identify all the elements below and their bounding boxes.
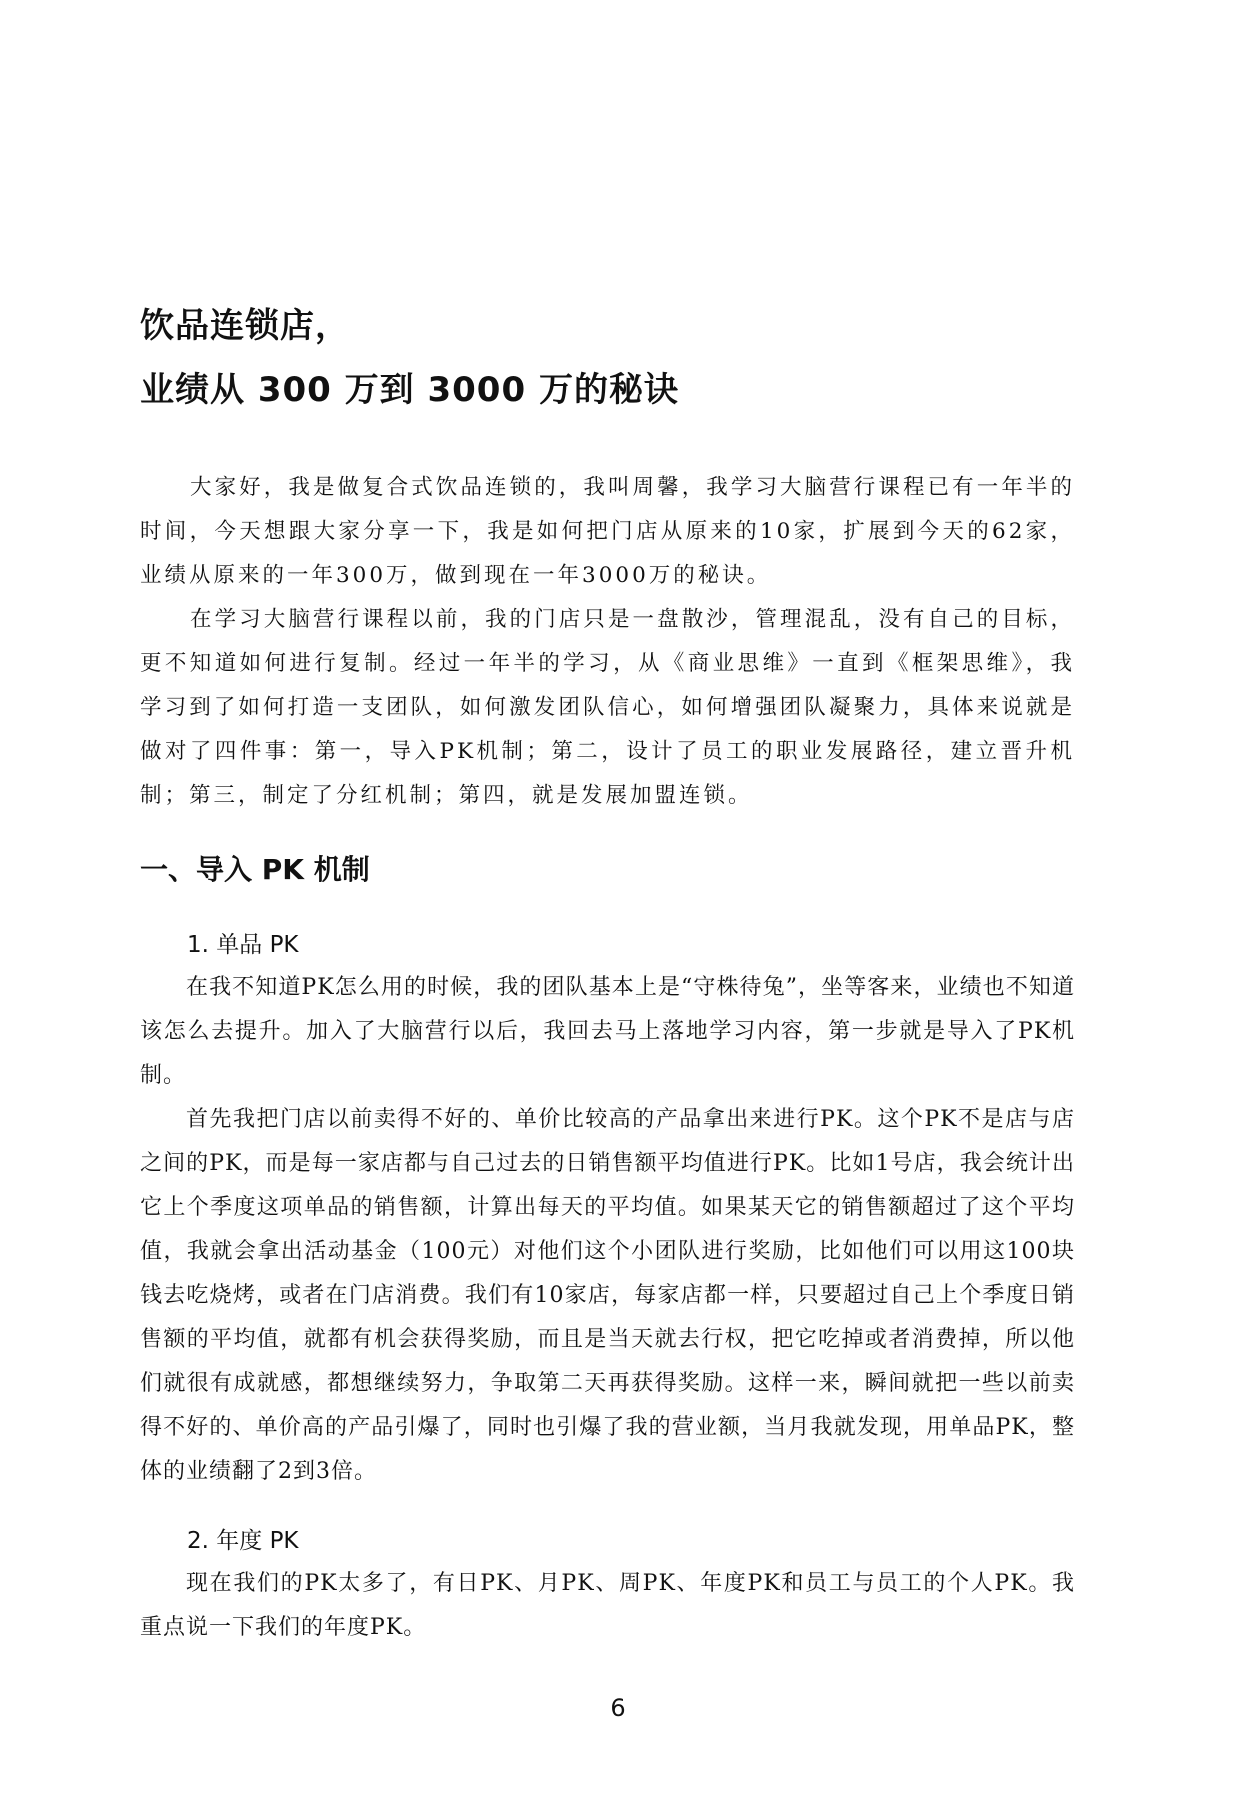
intro-paragraph-2: 在学习大脑营行课程以前，我的门店只是一盘散沙，管理混乱，没有自己的目标，更不知道如何进行复制。经过一年半的学习，从《商业思维》一直到《框架思维》，我学习到了如何打造一支团队，如何激发团队信心，如何增强团队凝聚力，具体来说就是做对了四件事：第一，导入PK机制；第二，设计了员工的职业发展路径，建立晋升机制；第三，制定了分红机制；第四，就是发展加盟连锁。 [140,607,1075,808]
page-number: 6 [610,1694,626,1722]
body-paragraph: 首先我把门店以前卖得不好的、单价比较高的产品拿出来进行PK。这个PK不是店与店之间的PK，而是每一家店都与自己过去的日销售额平均值进行PK。比如1号店，我会统计出它上个季度这项单品的销售额，计算出每天的平均值。如果某天它的销售额超过了这个平均值，我就会拿出活动基金（100元）对他们这个小团队进行奖励，比如他们可以用这100块钱去吃烧烤，或者在门店消费。我们有10家店，每家店都一样，只要超过自己上个季度日销售额的平均值，就都有机会获得奖励，而且是当天就去行权，把它吃掉或者消费掉，所以他们就很有成就感，都想继续努力，争取第二天再获得奖励。这样一来，瞬间就把一些以前卖得不好的、单价高的产品引爆了，同时也引爆了我的营业额，当月我就发现，用单品PK，整体的业绩翻了2到3倍。 [140,1107,1075,1484]
intro-section [140,466,1075,818]
body-paragraph: 在我不知道PK怎么用的时候，我的团队基本上是“守株待兔”，坐等客来，业绩也不知道该怎么去提升。加入了大脑营行以后，我回去马上落地学习内容，第一步就是导入了PK机制。 [140,975,1075,1088]
single-product-pk-body [140,966,1075,1494]
section-heading-pk: 一、导入 PK 机制 [140,853,370,886]
title-line-1: 饮品连锁店， [140,306,350,346]
title-line-2: 业绩从 300 万到 3000 万的秘诀 [140,370,679,410]
body-paragraph: 现在我们的PK太多了，有日PK、月PK、周PK、年度PK和员工与员工的个人PK。我重点说一下我们的年度PK。 [140,1571,1075,1640]
subsection-heading-single-product-pk: 1. 单品 PK [187,932,299,958]
annual-pk-body [140,1562,1075,1650]
subsection-heading-annual-pk: 2. 年度 PK [187,1528,299,1554]
intro-paragraph-1: 大家好，我是做复合式饮品连锁的，我叫周馨，我学习大脑营行课程已有一年半的时间，今天想跟大家分享一下，我是如何把门店从原来的10家，扩展到今天的62家，业绩从原来的一年300万，做到现在一年3000万的秘诀。 [140,475,1075,588]
